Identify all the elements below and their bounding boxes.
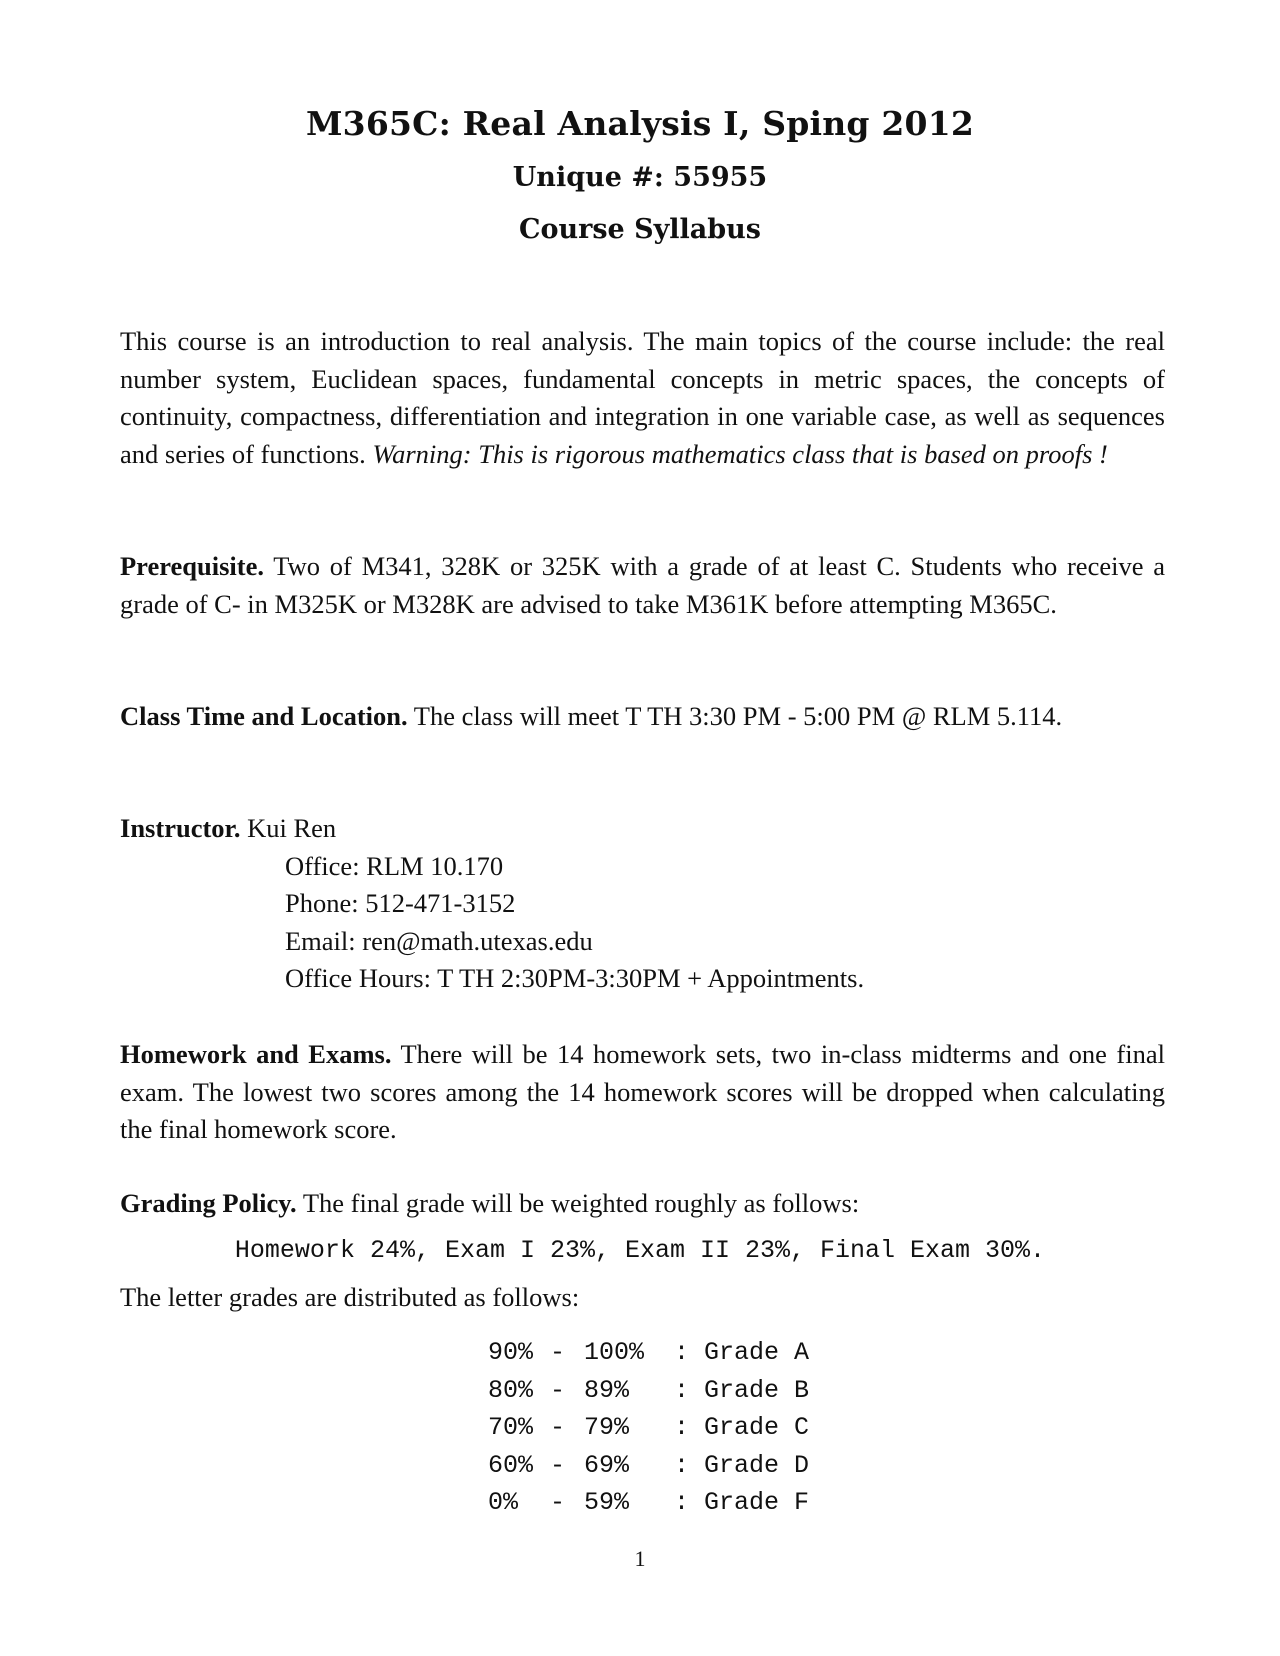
grade-low: 60%: [488, 1450, 534, 1480]
grade-dash: -: [550, 1450, 566, 1480]
grade-colon: :: [674, 1413, 690, 1442]
grade-low: 90%: [488, 1338, 534, 1367]
intro-text: This course is an introduction to real analysis. The main topics of the course include: the real number system, Euclidean spaces, fundamental concepts in metric spaces, the concepts of continuity, compactness, differentiation and integration in one variable case, as well as sequences and series of functions.: [120, 326, 1165, 469]
grade-scale-table: [488, 1334, 809, 1522]
grade-letter: Grade D: [704, 1450, 810, 1480]
grade-high: 89%: [584, 1375, 630, 1405]
grading-section: [120, 1185, 1165, 1223]
instructor-office: Office: RLM 10.170: [285, 850, 504, 881]
grade-letter: Grade C: [704, 1413, 810, 1442]
grading-text: The final grade will be weighted roughly as follows:: [302, 1188, 860, 1218]
grade-dash: -: [550, 1375, 566, 1405]
grade-dash: -: [550, 1338, 566, 1367]
grade-high: 100%: [584, 1338, 645, 1367]
grade-colon: :: [674, 1488, 690, 1517]
grade-row: [488, 1409, 809, 1447]
grade-low: 0%: [488, 1488, 519, 1517]
homework-section: [120, 1036, 1165, 1149]
grade-colon: :: [674, 1338, 690, 1367]
warning-text: Warning: This is rigorous mathematics class that is based on proofs !: [372, 438, 1108, 469]
document-subtitle: Course Syllabus: [518, 214, 762, 245]
prerequisite-section: [120, 548, 1165, 623]
unique-number: Unique #: 55955: [512, 162, 768, 193]
grade-row: [488, 1334, 809, 1372]
grade-weights: Homework 24%, Exam I 23%, Exam II 23%, Final Exam 30%.: [234, 1236, 1046, 1265]
instructor-office-hours: Office Hours: T TH 2:30PM-3:30PM + Appointments.: [285, 963, 865, 993]
grade-low: 80%: [488, 1375, 534, 1405]
page-number: 1: [634, 1546, 646, 1571]
grade-low: 70%: [488, 1413, 534, 1442]
grade-dash: -: [550, 1488, 566, 1517]
instructor-heading: Instructor.: [120, 813, 241, 843]
grade-row: [488, 1372, 809, 1410]
homework-heading: Homework and Exams.: [120, 1039, 392, 1069]
grade-high: 69%: [584, 1450, 630, 1480]
course-title: M365C: Real Analysis I, Sping 2012: [305, 104, 975, 143]
instructor-name: Kui Ren: [247, 813, 337, 843]
class-time-text: The class will meet T TH 3:30 PM - 5:00 PM @ RLM 5.114.: [413, 701, 1063, 731]
prerequisite-text: Two of M341, 328K or 325K with a grade of at least C. Students who receive a grade of C- in M325K or M328K are advised to take M361K before attempting M365C.: [120, 551, 1165, 619]
letter-grades-intro: The letter grades are distributed as follows:: [120, 1282, 580, 1312]
grade-letter: Grade A: [704, 1338, 810, 1367]
grade-dash: -: [550, 1413, 566, 1442]
grade-letter: Grade F: [704, 1488, 810, 1517]
grading-heading: Grading Policy.: [120, 1188, 297, 1218]
class-time-heading: Class Time and Location.: [120, 701, 408, 731]
grade-letter: Grade B: [704, 1375, 810, 1405]
course-description: [120, 323, 1165, 473]
grade-colon: :: [674, 1450, 690, 1480]
grade-high: 59%: [584, 1488, 630, 1517]
instructor-email: Email: ren@math.utexas.edu: [285, 925, 593, 956]
grade-row: [488, 1447, 809, 1485]
instructor-phone: Phone: 512-471-3152: [285, 888, 516, 918]
grade-colon: :: [674, 1375, 690, 1405]
homework-text: There will be 14 homework sets, two in-class midterms and one final exam. The lowest two scores among the 14 homework scores will be dropped when calculating the final homework score.: [120, 1039, 1165, 1144]
class-time-section: [120, 698, 1165, 736]
grade-high: 79%: [584, 1413, 630, 1442]
grade-row: [488, 1484, 809, 1522]
prerequisite-heading: Prerequisite.: [120, 551, 265, 581]
instructor-section: [120, 810, 1165, 998]
